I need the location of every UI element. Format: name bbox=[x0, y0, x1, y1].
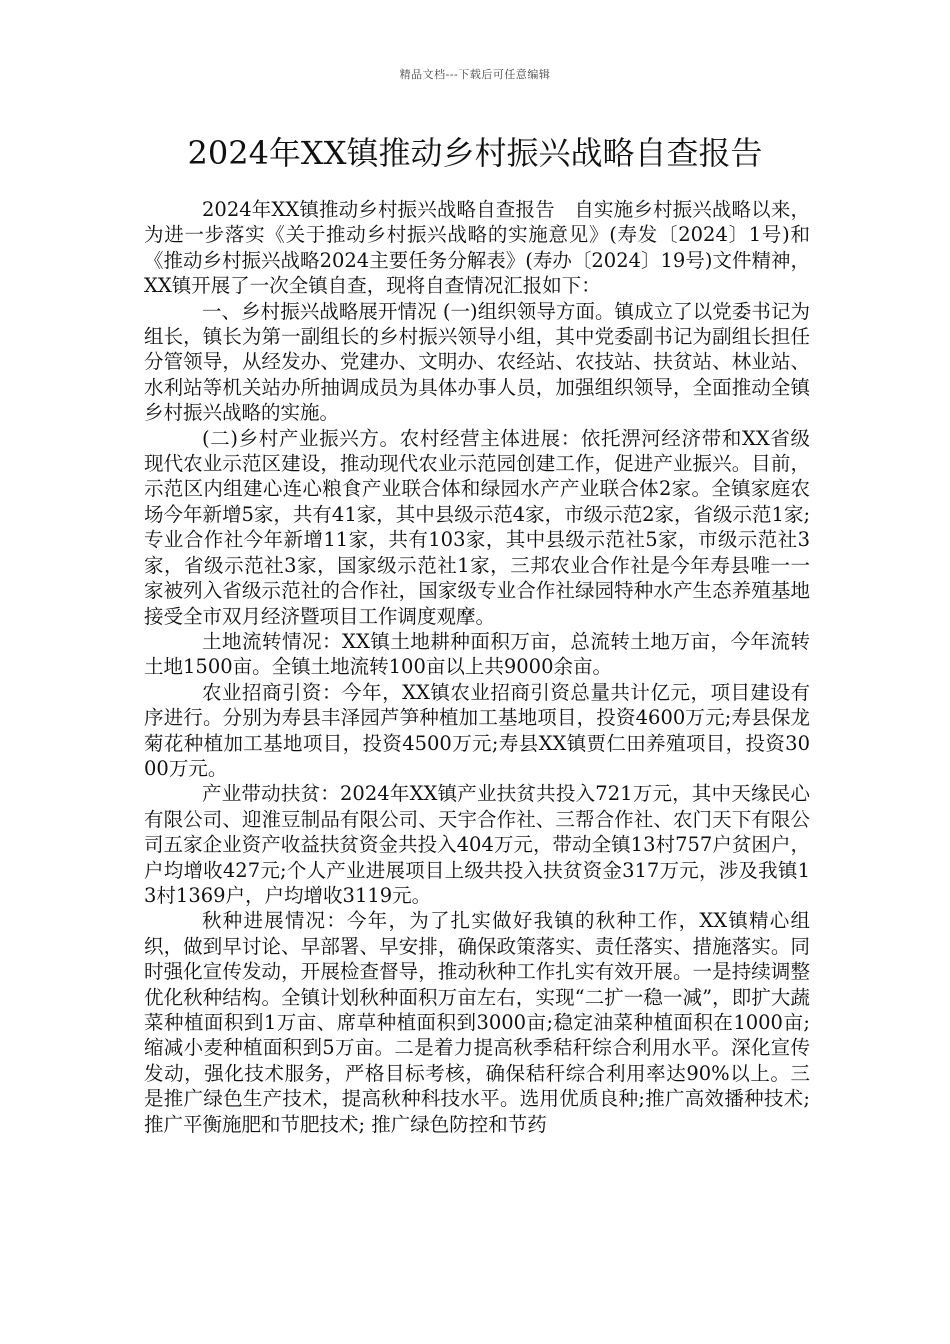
document-body bbox=[144, 197, 810, 1137]
document-title: 2024年XX镇推动乡村振兴战略自查报告 bbox=[187, 134, 763, 172]
paragraph-organization: 一、乡村振兴战略展开情况 (一)组织领导方面。镇成立了以党委书记为组长，镇长为第一副组长的乡村振兴领导小组，其中党委副书记为副组长担任分管领导，从经发办、党建办、文明办、农经站、农技站、扶贫站、林业站、水利站等机关站办所抽调成员为具体办事人员，加强组织领导，全面推动全镇乡村振兴战略的实施。 bbox=[144, 299, 810, 425]
paragraph-autumn-sowing: 秋种进展情况：今年，为了扎实做好我镇的秋种工作，XX镇精心组织，做到早讨论、早部署、早安排，确保政策落实、责任落实、措施落实。同时强化宣传发动，开展检查督导，推动秋种工作扎实有效开展。一是持续调整优化秋种结构。全镇计划秋种面积万亩左右，实现“二扩一稳一减”，即扩大蔬菜种植面积到1万亩、席草种植面积到3000亩;稳定油菜种植面积在1000亩;缩减小麦种植面积到5万亩。二是着力提高秋季秸秆综合利用水平。深化宣传发动，强化技术服务，严格目标考核，确保秸秆综合利用率达90%以上。三是推广绿色生产技术，提高秋种科技水平。选用优质良种;推广高效播种技术;推广平衡施肥和节肥技术; 推广绿色防控和节药 bbox=[144, 909, 810, 1136]
header-note: 精品文档---下载后可任意编辑 bbox=[399, 68, 551, 81]
paragraph-intro: 2024年XX镇推动乡村振兴战略自查报告 自实施乡村振兴战略以来，为进一步落实《关于推动乡村振兴战略的实施意见》(寿发〔2024〕1号)和《推动乡村振兴战略2024主要任务分解表》(寿办〔2024〕19号)文件精神，XX镇开展了一次全镇自查，现将自查情况汇报如下： bbox=[144, 198, 810, 298]
paragraph-industry: (二)乡村产业振兴方。农村经营主体进展：依托淠河经济带和XX省级现代农业示范区建设，推动现代农业示范园创建工作，促进产业振兴。目前，示范区内组建心连心粮食产业联合体和绿园水产产业联合体2家。全镇家庭农场今年新增5家，共有41家，其中县级示范4家，市级示范2家，省级示范1家;专业合作社今年新增11家，共有103家，其中县级示范社5家，市级示范社3家，省级示范社3家，国家级示范社1家，三邦农业合作社是今年寿县唯一一家被列入省级示范社的合作社，国家级专业合作社绿园特种水产生态养殖基地接受全市双月经济暨项目工作调度观摩。 bbox=[144, 426, 811, 628]
paragraph-poverty-relief: 产业带动扶贫：2024年XX镇产业扶贫共投入721万元，其中天缘民心有限公司、迎淮豆制品有限公司、天宇合作社、三帮合作社、农门天下有限公司五家企业资产收益扶贫资金共投入404万元，带动全镇13村757户贫困户，户均增收427元;个人产业进展项目上级共投入扶贫资金317万元，涉及我镇13村1369户，户均增收3119元。 bbox=[144, 782, 810, 907]
paragraph-land-transfer: 土地流转情况：XX镇土地耕种面积万亩，总流转土地万亩，今年流转土地1500亩。全镇土地流转100亩以上共9000余亩。 bbox=[144, 629, 810, 679]
paragraph-investment: 农业招商引资：今年，XX镇农业招商引资总量共计亿元，项目建设有序进行。分别为寿县丰泽园芦笋种植加工基地项目，投资4600万元;寿县保龙菊花种植加工基地项目，投资4500万元;寿县XX镇贾仁田养殖项目，投资3000万元。 bbox=[144, 680, 810, 780]
